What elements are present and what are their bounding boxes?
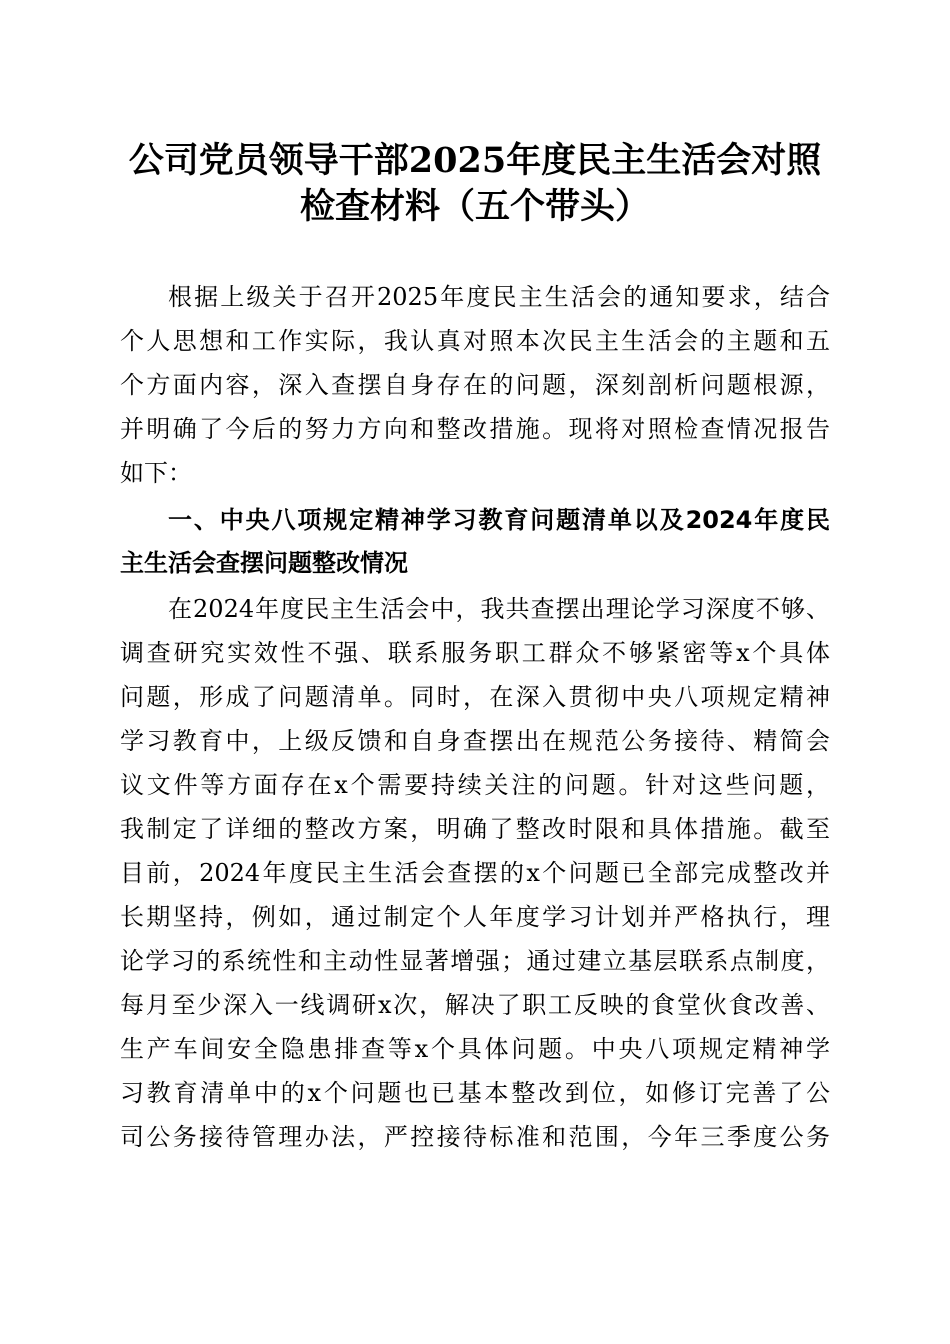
intro-line: 根据上级关于召开2025年度民主生活会的通知要求，结合 [168, 283, 830, 311]
body-line: 司公务接待管理办法，严控接待标准和范围，今年三季度公务 [120, 1123, 830, 1151]
body-line: 学习教育中，上级反馈和自身查摆出在规范公务接待、精简会 [120, 727, 830, 755]
document-title-line-2: 检查材料（五个带头） [299, 186, 650, 227]
intro-line: 个方面内容，深入查摆自身存在的问题，深刻剖析问题根源， [120, 371, 830, 399]
body-line: 每月至少深入一线调研x次，解决了职工反映的食堂伙食改善、 [120, 991, 830, 1019]
body-line: 长期坚持，例如，通过制定个人年度学习计划并严格执行，理 [120, 903, 830, 931]
body-line: 习教育清单中的x个问题也已基本整改到位，如修订完善了公 [120, 1079, 830, 1107]
intro-line: 如下： [120, 459, 192, 487]
body-line: 生产车间安全隐患排查等x个具体问题。中央八项规定精神学 [120, 1035, 830, 1063]
body-line: 问题，形成了问题清单。同时，在深入贯彻中央八项规定精神 [120, 683, 830, 711]
section-heading-line: 主生活会查摆问题整改情况 [120, 549, 408, 577]
intro-line: 并明确了今后的努力方向和整改措施。现将对照检查情况报告 [120, 415, 830, 443]
body-line: 调查研究实效性不强、联系服务职工群众不够紧密等x个具体 [120, 639, 830, 667]
body-line: 我制定了详细的整改方案，明确了整改时限和具体措施。截至 [120, 815, 830, 843]
body-line: 论学习的系统性和主动性显著增强；通过建立基层联系点制度， [120, 947, 830, 975]
section-heading-line: 一、中央八项规定精神学习教育问题清单以及2024年度民 [168, 506, 830, 534]
document-title-line-1: 公司党员领导干部2025年度民主生活会对照 [128, 140, 822, 181]
body-line: 目前，2024年度民主生活会查摆的x个问题已全部完成整改并 [120, 859, 830, 887]
body-line: 议文件等方面存在x个需要持续关注的问题。针对这些问题， [120, 771, 830, 799]
body-line: 在2024年度民主生活会中，我共查摆出理论学习深度不够、 [168, 595, 830, 623]
intro-line: 个人思想和工作实际，我认真对照本次民主生活会的主题和五 [120, 327, 830, 355]
